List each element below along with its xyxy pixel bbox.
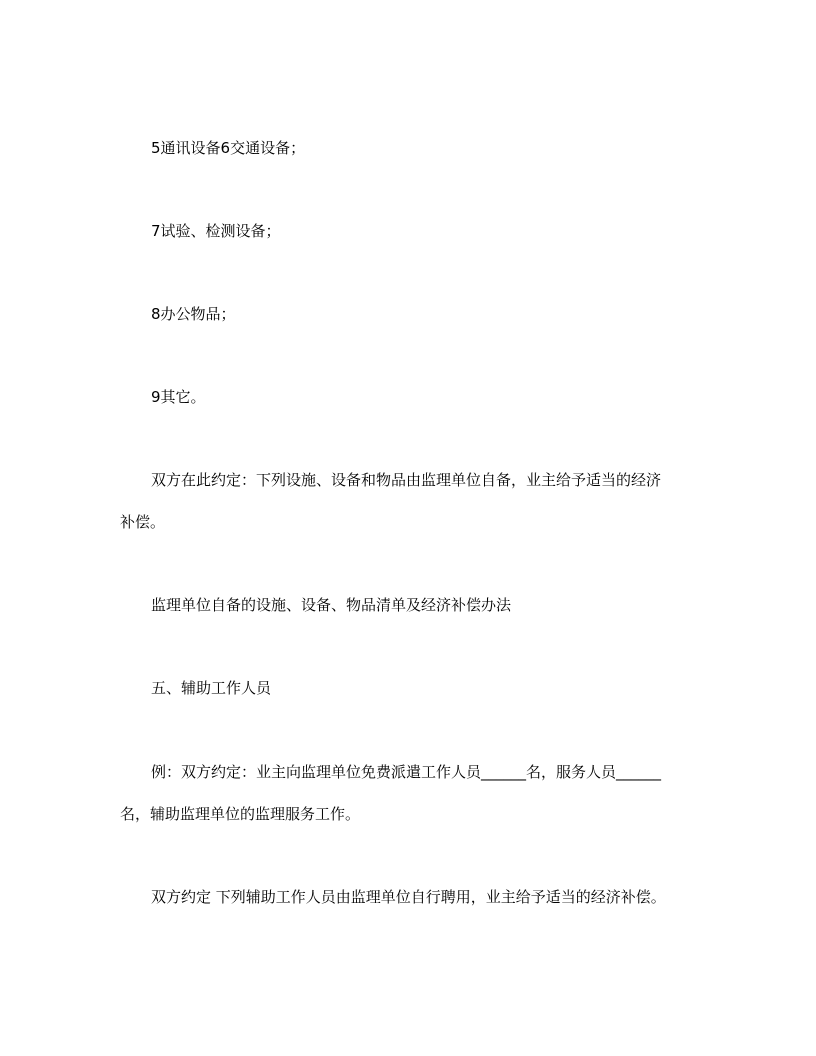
paragraph-hired-staff: 双方约定 下列辅助工作人员由监理单位自行聘用，业主给予适当的经济补偿。 [151, 888, 666, 906]
paragraph-self-provided-agreement: 双方在此约定：下列设施、设备和物品由监理单位自备，业主给予适当的经济 [151, 471, 662, 489]
paragraph-example-staff: 例：双方约定：业主向监理单位免费派遣工作人员______名，服务人员______ [151, 763, 662, 781]
paragraph-self-provided-list: 监理单位自备的设施、设备、物品清单及经济补偿办法 [151, 596, 512, 614]
list-item-other: 9其它。 [151, 388, 206, 406]
list-item-testing-equipment: 7试验、检测设备； [151, 222, 281, 240]
list-item-office-supplies: 8办公物品； [151, 305, 236, 323]
list-item-communication-transport: 5通讯设备6交通设备； [151, 139, 306, 157]
section-heading-auxiliary-staff: 五、辅助工作人员 [151, 679, 272, 697]
paragraph-example-staff-cont: 名，辅助监理单位的监理服务工作。 [120, 805, 361, 823]
paragraph-self-provided-agreement-cont: 补偿。 [120, 513, 166, 531]
